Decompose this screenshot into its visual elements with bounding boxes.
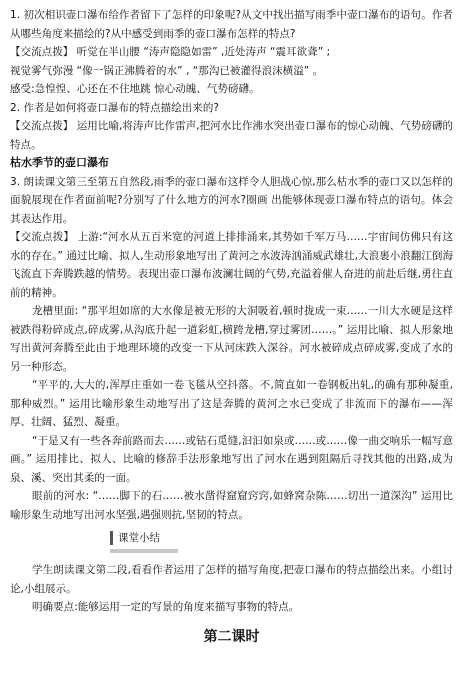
flat-water-quote: “平平的,大大的,浑厚庄重如一卷飞毯从空抖落。不,简直如一卷钢板出轧,的确有那种凝重,那种威烈。” 运用比喻形象生动地写出了这是奔腾的黄河之水已变成了非流而下的瀑布——浑厚、壮阔、猛烈、凝重。 bbox=[10, 379, 453, 428]
foot-river-paragraph: 眼前的河水: “……脚下的石……被水凿得窟窟窍窍,如蜂窝杂陈……切出一道深沟” 运用比喻形象生动地写出河水坚强,遇强则抗,坚韧的特点。 bbox=[10, 490, 453, 521]
question-2: 2. 作者是如何将壶口瀑布的特点描绘出来的? bbox=[10, 101, 220, 114]
summary-text: 学生朗读课文第二段,看看作者运用了怎样的描写角度,把壶口瀑布的特点描绘出来。小组讨论,小组展示。 bbox=[10, 564, 453, 595]
visual-description: 视觉雾气弥漫 “像一锅正沸腾着的水” , “那沟已被灌得浪沫横溢” 。 bbox=[10, 64, 324, 77]
branch-water-quote: “于是又有一些各奔前路而去……或钻石觅缝,汩汩如泉或……或……像一曲交响乐一幅写意画。” 运用排比、拟人、比喻的修辞手法形象地写出了河水在遇到阻隔后寻找其他的出路,成为泉、溪、突出其柔的一面。 bbox=[10, 434, 453, 484]
exchange-point-1: 【交流点拨】 听觉在半山腰 “涛声隐隐如雷” ,近处涛声 “震耳欲聋” ; bbox=[10, 46, 331, 58]
question-3: 3. 朗读课文第三至第五自然段,雨季的壶口瀑布这样令人胆战心惊,那么枯水季的壶口又以怎样的面貌展现在作者面前呢?分别写了什么地方的河水?圈画 出能够体现壶口瀑布特点的语句。体会其表达作用。 bbox=[10, 175, 453, 225]
feeling-description: 感受:急惶惶、心还在不住地跳 惊心动魄、气势磅礴。 bbox=[10, 83, 260, 95]
summary-label-box bbox=[110, 529, 178, 553]
question-1: 1. 初次相识壶口瀑布给作者留下了怎样的印象呢?从文中找出描写雨季中壶口瀑布的语句。作者从哪些角度来描绘的?从中感受到雨季的壶口瀑布怎样的特点? bbox=[10, 9, 453, 40]
exchange-point-3: 【交流点拨】 上游:“河水从五百米宽的河道上排排涌来,其势如千军万马……宇宙间仿佛只有这水的存在。” 通过比喻、拟人,生动形象地写出了黄河之水波涛汹涌威武雄壮,大浪裹小浪翻江倒海飞流直下奔腾跌越的情势。表现出壶口瀑布波澜壮阔的气势,充溢着催人奋进的前赴后继,勇往直前的精神。 bbox=[10, 231, 453, 299]
lesson-title: 第二课时 bbox=[203, 628, 260, 645]
summary-key-point: 明确要点:能够运用一定的写景的角度来描写事物的特点。 bbox=[32, 601, 300, 613]
exchange-point-2: 【交流点拨】 运用比喻,将涛声比作雷声,把河水比作沸水突出壶口瀑布的惊心动魄、气势磅礴的特点。 bbox=[10, 120, 453, 151]
section-heading: 枯水季节的壶口瀑布 bbox=[10, 156, 109, 169]
dragon-trough-paragraph: 龙槽里面: “那平坦如席的大水像是被无形的大洞吸着,顿时拢成一束……一川大水硬是这样被跌得粉碎成点,碎成雾,从沟底升起一道彩虹,横跨龙槽,穿过雾团……。” 运用比喻、拟人形象地写出黄河奔腾至此由于地理环境的改变一下从河床跌入深谷。河水被碎成点碎成雾,变成了水的另一种形态。 bbox=[10, 305, 453, 373]
summary-label: 课堂小结 bbox=[118, 532, 160, 544]
